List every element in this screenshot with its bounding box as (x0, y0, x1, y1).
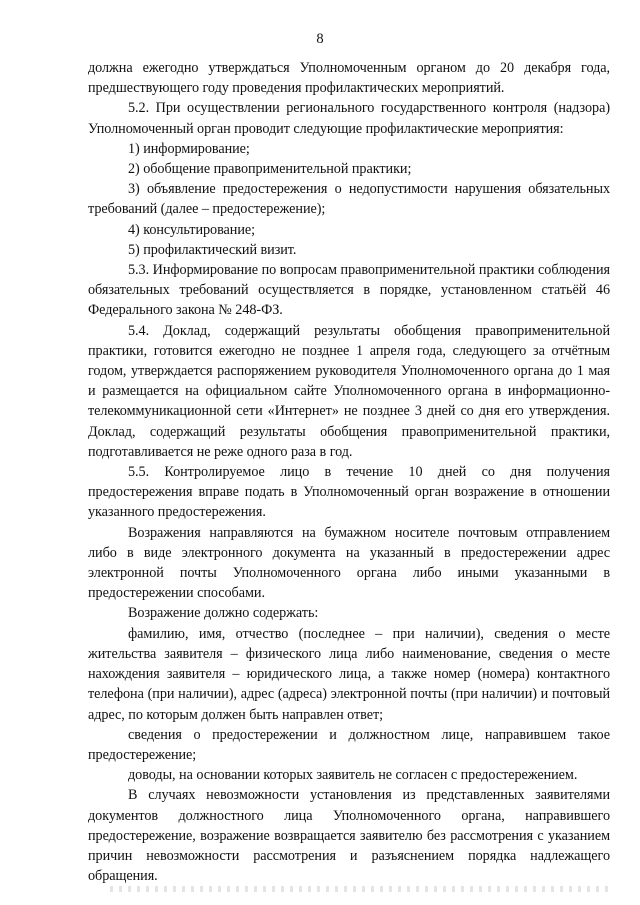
paragraph-continuation: должна ежегодно утверждаться Уполномоченным органом до 20 декабря года, предшествующего году проведения профилактических мероприятий. (88, 60, 610, 97)
paragraph-arguments: доводы, на основании которых заявитель не согласен с предостережением. (128, 767, 578, 784)
paragraph-5-4: 5.4. Доклад, содержащий результаты обобщения правоприменительной практики, готовится ежегодно не позднее 1 апреля года, следующего за отчётным годом, утверждается распоряжением руководителя Уполномоченного органа до 1 мая и размещается на официальном сайте Уполномоченного органа в информационно-телекоммуникационной сети «Интернет» не позднее 3 дней со дня его утверждения. Доклад, содержащий результаты обобщения правоприменительной практики, подготавливается не реже одного раза в год. (88, 322, 610, 460)
paragraph-applicant-details: фамилию, имя, отчество (последнее – при наличии), сведения о месте жительства заявителя – физического лица либо наименование, сведения о месте нахождения заявителя – юридического лица, а также номер (номера) контактного телефона (при наличии), адрес (адреса) электронной почты (при наличии) и почтовый адрес, по которым должен быть направлен ответ; (88, 625, 610, 723)
paragraph-must-contain: Возражение должно содержать: (128, 605, 319, 622)
paragraph-objections: Возражения направляются на бумажном носителе почтовым отправлением либо в виде электронного документа на указанный в предостережении адрес электронной почты Уполномоченного органа либо иными указанными в предостережении способами. (88, 524, 610, 602)
list-item-practice-generalization: 2) обобщение правоприменительной практики; (128, 161, 412, 178)
list-item-preventive-visit: 5) профилактический визит. (128, 241, 297, 258)
paragraph-warning-info: сведения о предостережении и должностном лице, направившем такое предостережение; (88, 726, 610, 763)
page-number: 8 (316, 31, 324, 47)
document-body (88, 58, 610, 886)
scan-artifact (110, 886, 610, 892)
list-item-consulting: 4) консультирование; (128, 221, 256, 238)
paragraph-5-3: 5.3. Информирование по вопросам правоприменительной практики соблюдения обязательных требований осуществляется в порядке, установленном статьёй 46 Федерального закона № 248-ФЗ. (88, 262, 610, 319)
paragraph-5-2: 5.2. При осуществлении регионального государственного контроля (надзора) Уполномоченный орган проводит следующие профилактические мероприятия: (88, 100, 610, 137)
paragraph-impossibility: В случаях невозможности установления из представленных заявителями документов должностного лица Уполномоченного органа, направившего предостережение, возражение возвращается заявителю без рассмотрения с указанием причин невозможности рассмотрения и разъяснением порядка надлежащего обращения. (88, 787, 610, 885)
paragraph-5-5: 5.5. Контролируемое лицо в течение 10 дней со дня получения предостережения вправе подать в Уполномоченный орган возражение в отношении указанного предостережения. (88, 464, 610, 521)
list-item-warning: 3) объявление предостережения о недопустимости нарушения обязательных требований (далее – предостережение); (88, 181, 610, 218)
list-item-informing: 1) информирование; (128, 140, 250, 157)
